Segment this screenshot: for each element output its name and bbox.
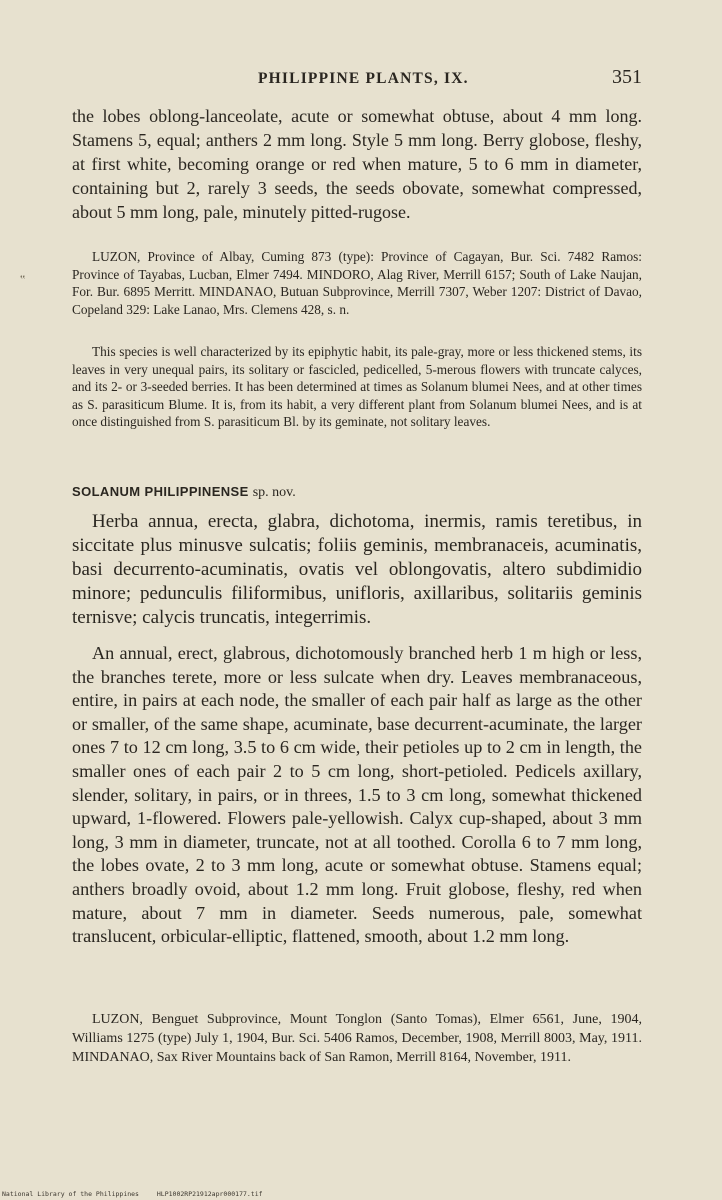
margin-mark: ‟: [20, 272, 26, 286]
page-number: 351: [612, 66, 642, 88]
specimens-paragraph-2: LUZON, Benguet Subprovince, Mount Tonglon (Santo Tomas), Elmer 6561, June, 1904, Williams 1275 (type) July 1, 1904, Bur. Sci. 5406 Ramos, December, 1908, Merrill 8003, May, 1911. MINDANAO, Sax River Mountains back of San Ramon, Merrill 8164, November, 1911.: [72, 1012, 642, 1065]
note-paragraph: This species is well characterized by its epiphytic habit, its pale-gray, more or less thickened stems, its leaves in very unequal pairs, its solitary or fascicled, pedicelled, 5-merous flowers with truncate calyces, and its 2- or 3-seeded berries. It has been determined at times as Solanum blumei Nees, and at other times as S. parasiticum Blume. It is, from its habit, a very different plant from Solanum blumei Nees, and is at once distinguished from S. parasiticum Bl. by its geminate, not solitary leaves.: [72, 344, 642, 429]
species-heading: [72, 484, 642, 501]
footer-scan-id: HLP1002RP21912apr000177.tif: [156, 1190, 263, 1198]
specimens-paragraph-1: LUZON, Province of Albay, Cuming 873 (type): Province of Cagayan, Bur. Sci. 7482 Ramos: Province of Tayabas, Lucban, Elmer 7494. MINDORO, Alag River, Merrill 6157; South of Lake Naujan, For. Bur. 6895 Merritt. MINDANAO, Butuan Subprovince, Merrill 7307, Weber 1207: District of Davao, Copeland 329: Lake Lanao, Mrs. Clemens 428, s. n.: [72, 249, 642, 317]
page-header: [258, 66, 642, 96]
latin-diagnosis: Herba annua, erecta, glabra, dichotoma, inermis, ramis teretibus, in siccitate plus minusve sulcatis; foliis geminis, membranaceis, acuminatis, basi decurrento-acuminatis, ovatis vel oblongovatis, altero subdimidio minore; pedunculis filiformibus, unifloris, axillaribus, solitariis geminis ternisve; calycis truncatis, integerrimis.: [72, 511, 642, 628]
footer-library: National Library of the Philippines: [2, 1190, 139, 1198]
species-name: SOLANUM PHILIPPINENSE: [72, 484, 249, 499]
running-head: PHILIPPINE PLANTS, IX.: [258, 70, 469, 87]
species-suffix: sp. nov.: [252, 485, 296, 500]
continuation-paragraph: the lobes oblong-lanceolate, acute or somewhat obtuse, about 4 mm long. Stamens 5, equal; anthers 2 mm long. Style 5 mm long. Berry globose, fleshy, at first white, becoming orange or red when mature, 5 to 6 mm in diameter, containing but 2, rarely 3 seeds, the seeds obovate, somewhat compressed, about 5 mm long, pale, minutely pitted-rugose.: [72, 106, 642, 222]
english-description: An annual, erect, glabrous, dichotomously branched herb 1 m high or less, the branches terete, more or less sulcate when dry. Leaves membranaceous, entire, in pairs at each node, the smaller of each pair half as large as the other or smaller, of the same shape, acuminate, base decurrent-acuminate, the larger ones 7 to 12 cm long, 3.5 to 6 cm wide, their petioles up to 2 cm in length, the smaller ones of each pair 2 to 5 cm long, short-petioled. Pedicels axillary, slender, solitary, in pairs, or in threes, 1.5 to 3 cm long, somewhat thickened upward, 1-flowered. Flowers pale-yellowish. Calyx cup-shaped, about 3 mm long, 3 mm in diameter, truncate, not at all toothed. Corolla 6 to 7 mm long, the lobes ovate, 2 to 3 mm long, acute or somewhat obtuse. Stamens equal; anthers broadly ovoid, about 1.2 mm long. Fruit globose, fleshy, red when mature, about 7 mm in diameter. Seeds numerous, pale, somewhat translucent, orbicular-elliptic, flattened, smooth, about 1.2 mm long.: [72, 643, 642, 947]
scan-footer: [2, 1190, 722, 1198]
